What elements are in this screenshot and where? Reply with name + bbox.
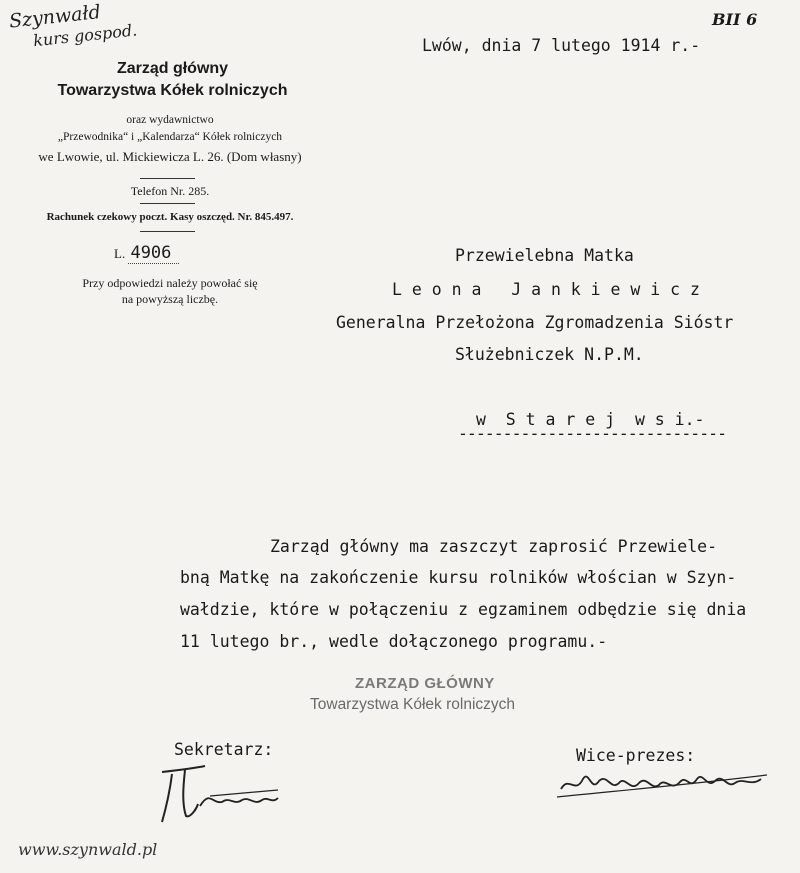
reference-note-line2: na powyższą liczbę. — [121, 292, 219, 306]
reference-number: 4906 — [128, 243, 179, 264]
recipient-line5: w S t a r e j w s i.- — [476, 410, 705, 429]
reference-number-field — [114, 243, 179, 263]
reference-prefix: L. — [114, 246, 126, 261]
letterhead-divider-3 — [140, 231, 195, 232]
watermark: www.szynwald.pl — [18, 840, 158, 859]
letterhead-divider-1 — [140, 178, 195, 179]
recipient-line2: L e o n a J a n k i e w i c z — [392, 280, 700, 299]
letterhead-divider-2 — [140, 203, 195, 204]
recipient-line1: Przewielebna Matka — [455, 246, 634, 265]
letterhead-line3: oraz wydawnictwo — [126, 114, 214, 126]
reference-note-line1: Przy odpowiedzi należy powołać się — [82, 276, 258, 290]
body-line3: wałdzie, które w połączeniu z egzaminem odbędzie się dnia — [180, 600, 747, 619]
body-line4: 11 lutego br., wedle dołączonego programu.- — [180, 632, 608, 651]
handwritten-note-line1: Szynwałd — [8, 1, 102, 33]
letterhead-phone: Telefon Nr. 285. — [130, 184, 210, 198]
archive-mark: BII 6 — [712, 10, 758, 29]
recipient-line4: Służebniczek N.P.M. — [455, 345, 644, 364]
letterhead-account: Rachunek czekowy poczt. Kasy oszczęd. Nr. 845.497. — [46, 211, 294, 223]
letterhead-title-line1: Zarząd główny — [116, 60, 229, 77]
stamp-line1: ZARZĄD GŁÓWNY — [355, 675, 495, 692]
letterhead-line4: „Przewodnika“ i „Kalendarza“ Kółek rolniczych — [57, 131, 283, 143]
vice-president-signature — [555, 765, 770, 805]
recipient-underline: ------------------------------ — [458, 424, 727, 443]
handwritten-note — [8, 0, 138, 54]
secretary-label: Sekretarz: — [174, 740, 274, 759]
date-line: Lwów, dnia 7 lutego 1914 r.- — [422, 36, 701, 55]
stamp-line2: Towarzystwa Kółek rolniczych — [310, 696, 516, 713]
recipient-line3: Generalna Przełożona Zgromadzenia Sióstr — [336, 313, 734, 332]
letterhead-line5: we Lwowie, ul. Mickiewicza L. 26. (Dom własny) — [38, 149, 302, 164]
secretary-signature — [150, 760, 300, 835]
body-line2: bną Matkę na zakończenie kursu rolników włościan w Szyn- — [180, 568, 737, 587]
letterhead-title-line2: Towarzystwa Kółek rolniczych — [57, 82, 288, 99]
body-line1: Zarząd główny ma zaszczyt zaprosić Przewiele- — [270, 537, 718, 556]
handwritten-note-line2: kurs gospod. — [32, 20, 138, 51]
vice-president-label: Wice-prezes: — [576, 746, 696, 765]
